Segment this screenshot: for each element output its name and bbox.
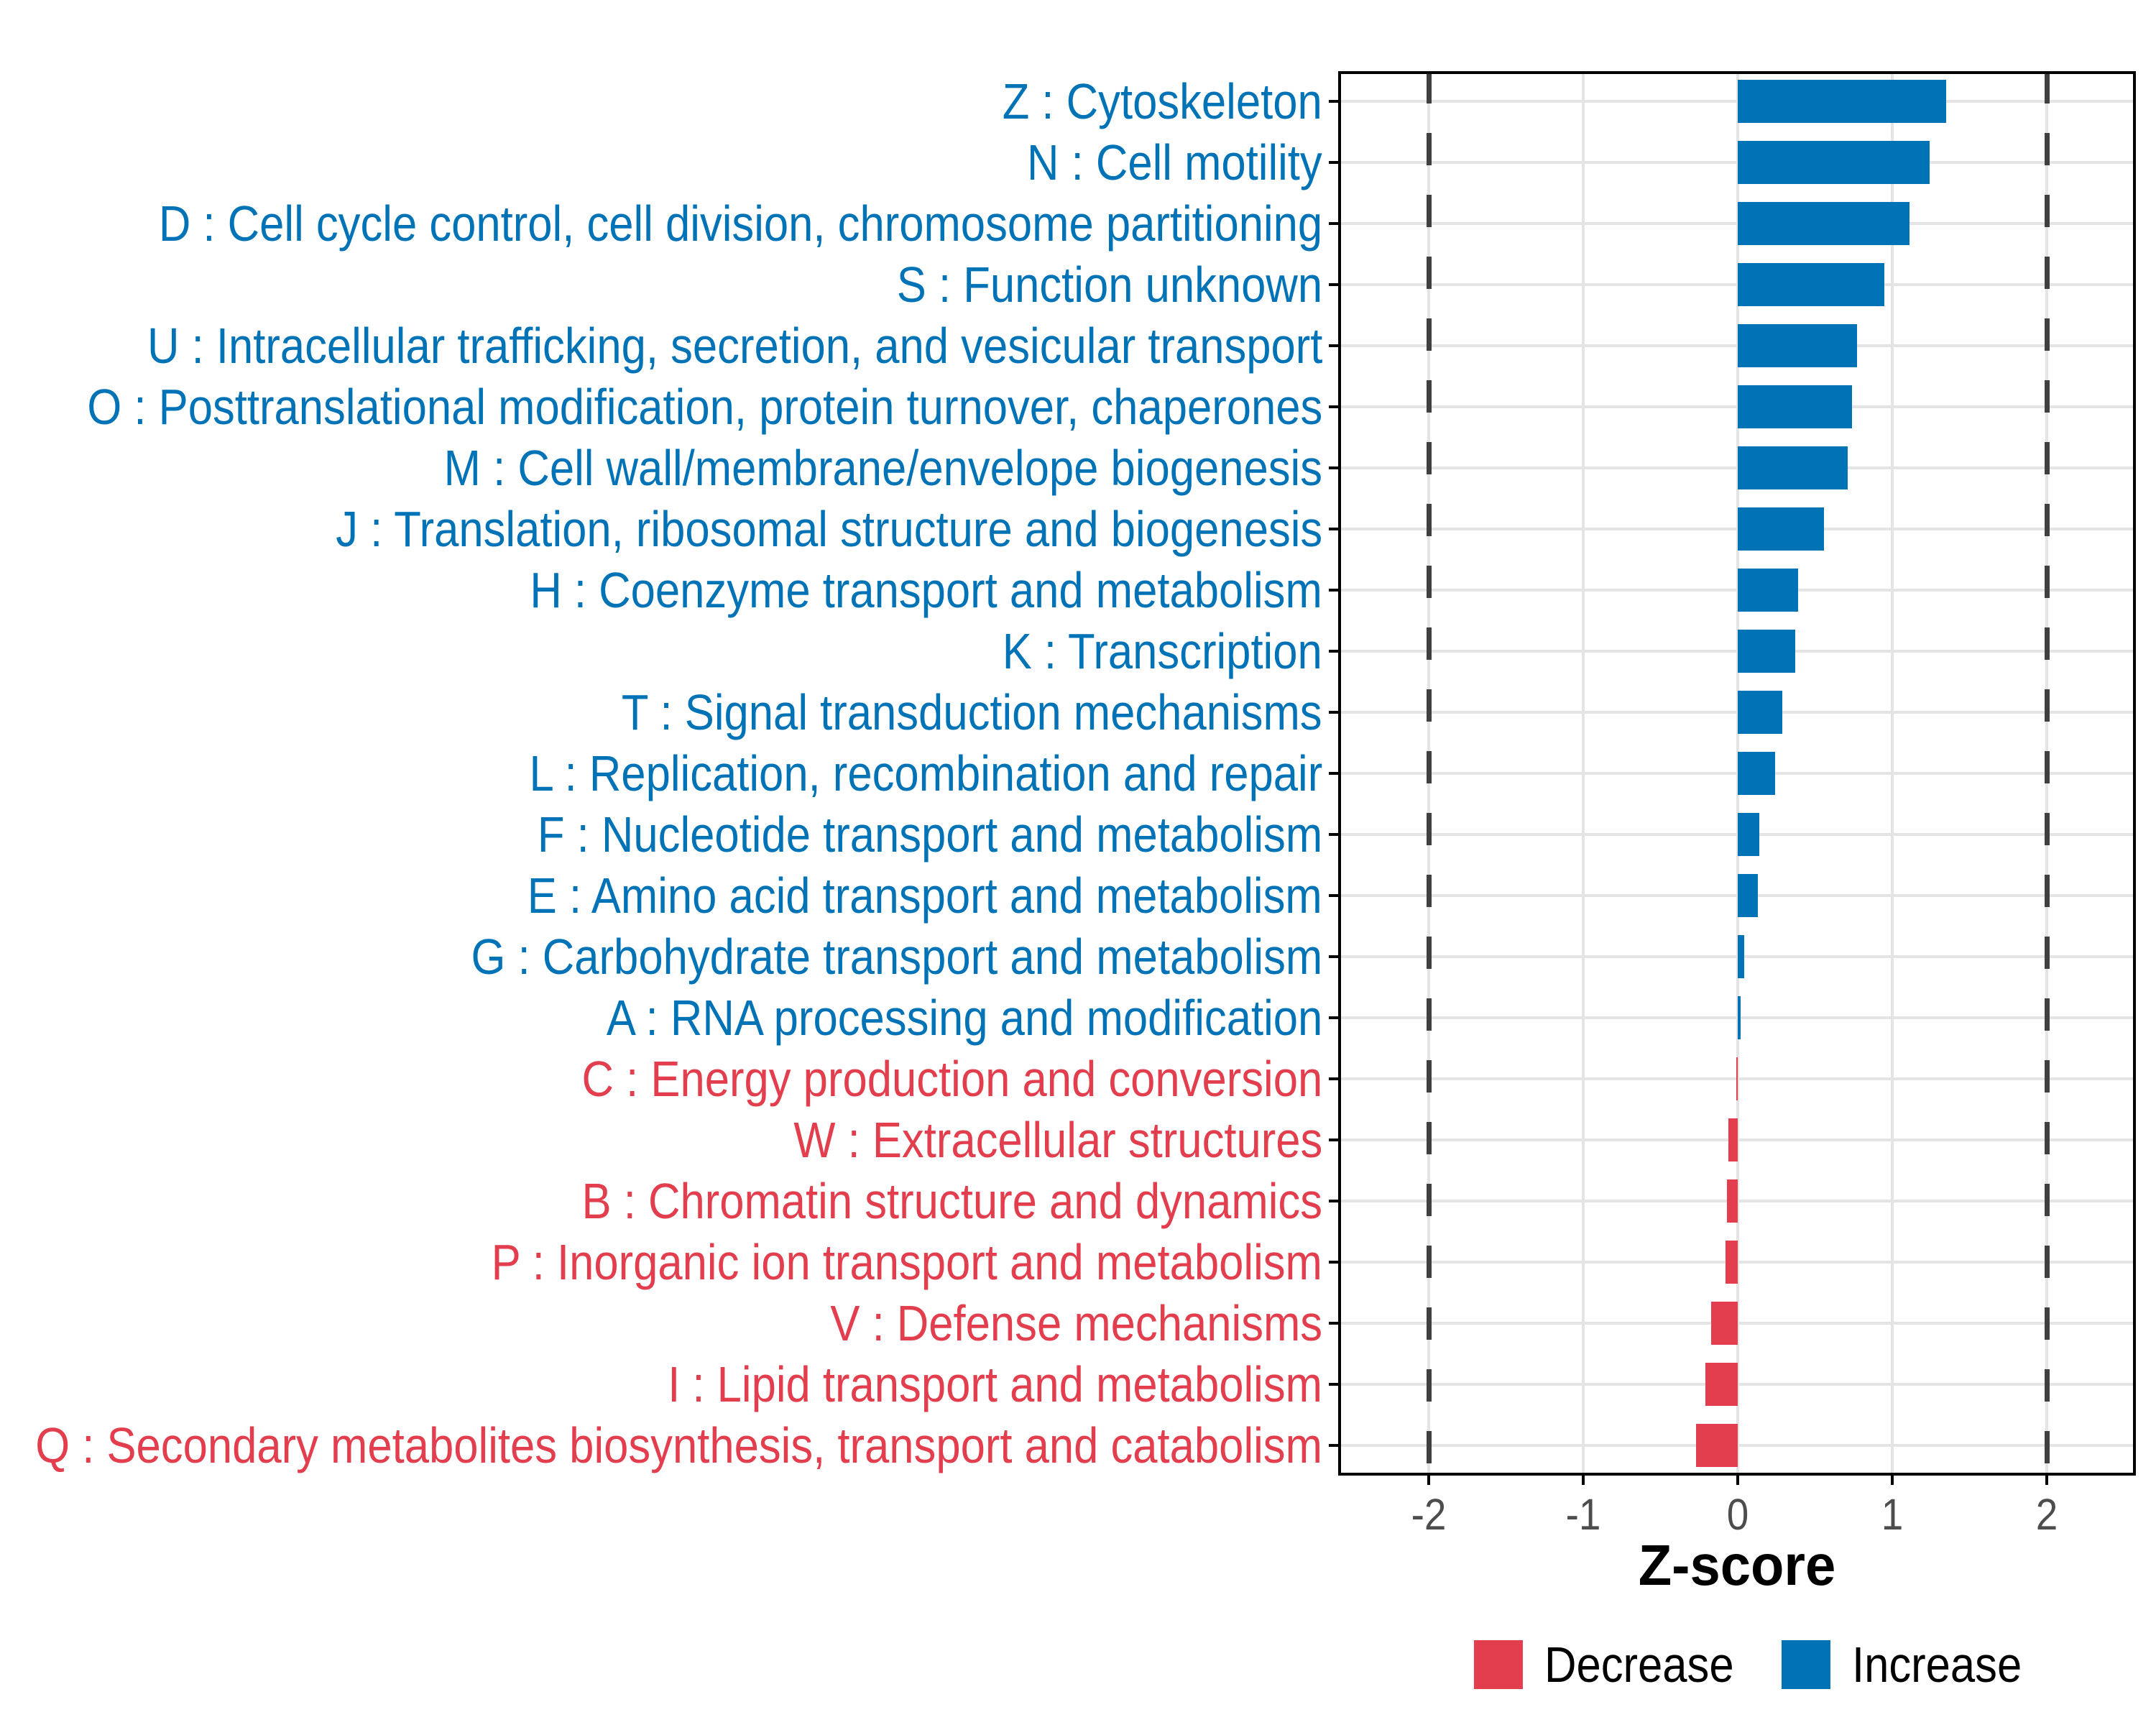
y-axis-tick: [1329, 833, 1338, 836]
bar-b: [1727, 1179, 1738, 1223]
category-label: O : Posttranslational modification, protein turnover, chaperones: [87, 379, 1322, 436]
bar-t: [1738, 691, 1782, 734]
bar-k: [1738, 630, 1795, 673]
category-label: F : Nucleotide transport and metabolism: [537, 806, 1322, 862]
bar-q: [1696, 1424, 1738, 1467]
bar-o: [1738, 385, 1852, 428]
category-label: Q : Secondary metabolites biosynthesis, transport and catabolism: [35, 1417, 1322, 1473]
category-label: Z : Cytoskeleton: [1002, 73, 1322, 130]
x-tick-label: 0: [1726, 1490, 1749, 1539]
x-tick-label: 2: [2035, 1490, 2058, 1539]
category-label: A : RNA processing and modification: [606, 989, 1322, 1046]
x-axis-tick: [1891, 1476, 1894, 1485]
bar-z: [1738, 80, 1946, 123]
x-tick-label: -1: [1565, 1490, 1601, 1539]
category-label: D : Cell cycle control, cell division, chromosome partitioning: [158, 196, 1322, 252]
bar-a: [1738, 996, 1741, 1039]
category-label: N : Cell motility: [1027, 134, 1322, 191]
bar-n: [1738, 141, 1930, 184]
y-axis-tick: [1329, 1444, 1338, 1447]
category-label: W : Extracellular structures: [793, 1111, 1322, 1168]
y-axis-tick: [1329, 344, 1338, 347]
category-label: E : Amino acid transport and metabolism: [528, 867, 1322, 924]
y-axis-tick: [1329, 100, 1338, 103]
x-axis-tick: [1427, 1476, 1430, 1485]
bar-c: [1736, 1057, 1738, 1100]
bar-d: [1738, 202, 1909, 245]
plot-panel: [1338, 71, 2136, 1476]
bar-m: [1738, 446, 1848, 489]
y-axis-tick: [1329, 1383, 1338, 1386]
bar-h: [1738, 569, 1798, 612]
gridline-vertical: [1582, 71, 1585, 1476]
bar-v: [1711, 1302, 1738, 1345]
y-axis-tick: [1329, 161, 1338, 164]
category-label: C : Energy production and conversion: [581, 1050, 1322, 1107]
bar-l: [1738, 752, 1775, 795]
y-axis-tick: [1329, 650, 1338, 653]
y-axis-tick: [1329, 528, 1338, 530]
category-label: L : Replication, recombination and repair: [529, 745, 1322, 801]
y-axis-tick: [1329, 405, 1338, 408]
y-axis-tick: [1329, 466, 1338, 469]
bar-e: [1738, 874, 1758, 917]
bar-p: [1726, 1241, 1738, 1284]
y-axis-tick: [1329, 1138, 1338, 1141]
category-label: V : Defense mechanisms: [830, 1294, 1322, 1351]
x-tick-label: -2: [1411, 1490, 1447, 1539]
y-axis-tick: [1329, 222, 1338, 225]
category-label: M : Cell wall/membrane/envelope biogenesis: [443, 440, 1322, 497]
bar-u: [1738, 324, 1857, 367]
y-axis-tick: [1329, 1077, 1338, 1080]
x-axis-tick: [1582, 1476, 1585, 1485]
legend-label-decrease: Decrease: [1544, 1637, 1734, 1693]
y-axis-tick: [1329, 772, 1338, 775]
reference-line: [1427, 71, 1432, 1476]
y-axis-tick: [1329, 1261, 1338, 1264]
category-label: T : Signal transduction mechanisms: [622, 684, 1322, 741]
category-label: I : Lipid transport and metabolism: [668, 1356, 1322, 1412]
gridline-vertical: [1891, 71, 1894, 1476]
bar-g: [1738, 935, 1744, 978]
y-axis-tick: [1329, 1322, 1338, 1325]
legend-label-increase: Increase: [1851, 1637, 2022, 1693]
bar-s: [1738, 263, 1884, 306]
x-axis-tick: [1736, 1476, 1739, 1485]
bar-i: [1705, 1363, 1738, 1406]
category-label: P : Inorganic ion transport and metabolism: [491, 1233, 1322, 1290]
category-label: U : Intracellular trafficking, secretion, and vesicular transport: [147, 318, 1322, 374]
y-axis-tick: [1329, 589, 1338, 592]
legend: [1474, 1637, 2045, 1693]
x-axis-tick: [2045, 1476, 2048, 1485]
legend-swatch-decrease: [1474, 1640, 1523, 1689]
category-label: K : Transcription: [1002, 623, 1322, 680]
x-axis-title: Z-score: [1638, 1533, 1836, 1597]
y-axis-tick: [1329, 1016, 1338, 1019]
bar-f: [1738, 813, 1759, 856]
y-axis-tick: [1329, 955, 1338, 958]
y-axis-tick: [1329, 894, 1338, 897]
y-axis-tick: [1329, 711, 1338, 714]
y-axis-tick: [1329, 283, 1338, 286]
bar-w: [1728, 1118, 1738, 1162]
category-label: B : Chromatin structure and dynamics: [581, 1172, 1322, 1229]
category-label: J : Translation, ribosomal structure and biogenesis: [335, 501, 1322, 558]
category-label: H : Coenzyme transport and metabolism: [530, 562, 1322, 619]
category-label: S : Function unknown: [896, 257, 1322, 313]
y-axis-tick: [1329, 1200, 1338, 1202]
x-tick-label: 1: [1881, 1490, 1904, 1539]
reference-line: [2045, 71, 2050, 1476]
category-label: G : Carbohydrate transport and metabolism: [471, 928, 1322, 985]
legend-swatch-increase: [1782, 1640, 1830, 1689]
bar-j: [1738, 507, 1824, 551]
